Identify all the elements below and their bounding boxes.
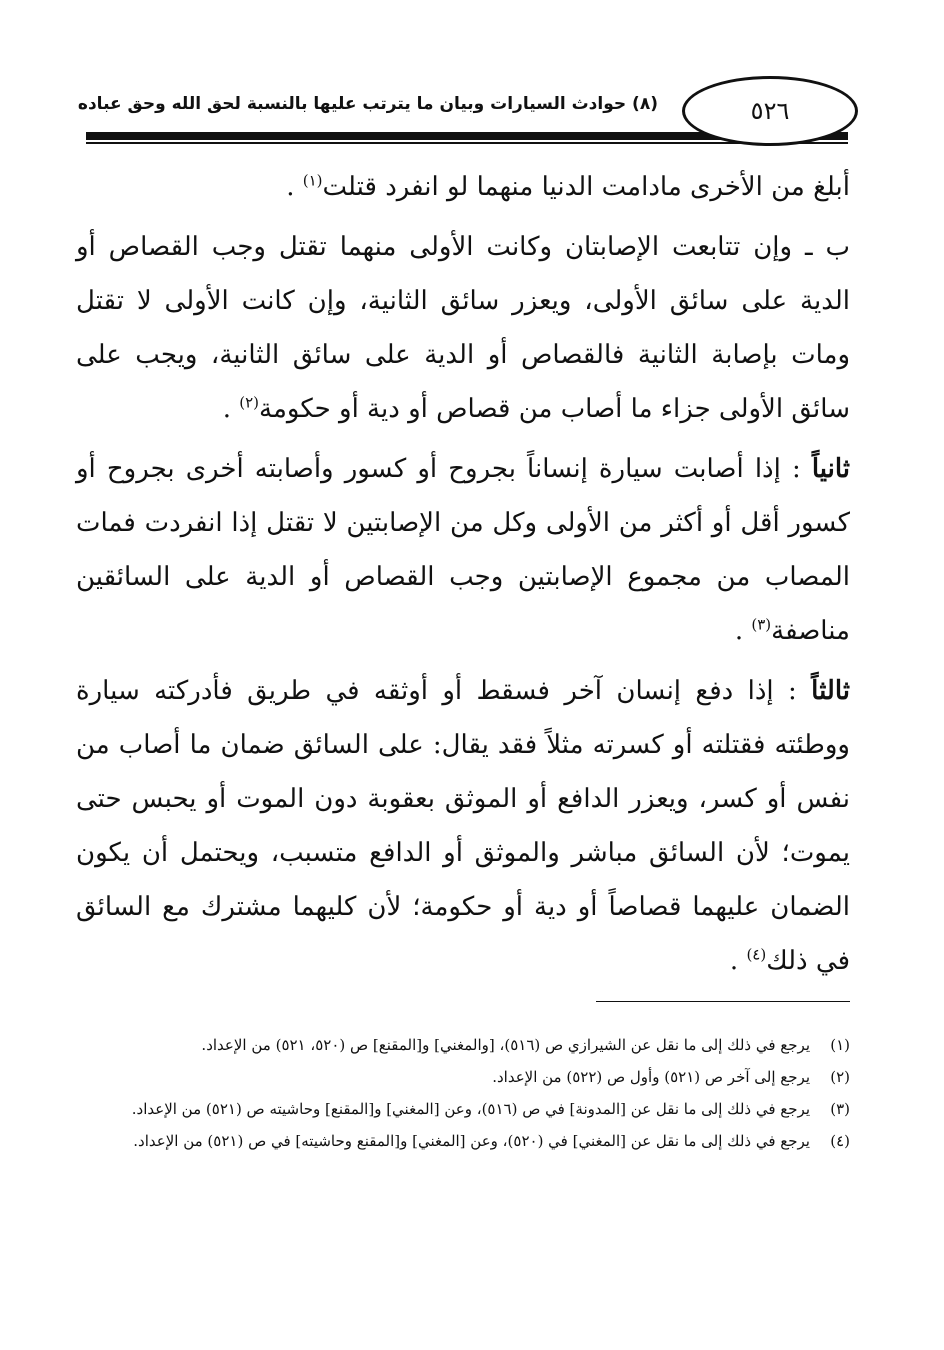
paragraph-text: ب ـ وإن تتابعت الإصابتان وكانت الأولى منهما تقتل وجب القصاص أو الدية على سائق الأولى، ويعزر سائق الثانية، وإن كانت الأولى لا تقتل ومات بإصابة الثانية فالقصاص أو الدية على سائق الثانية، ويجب على سائق الأولى جزاء ما أصاب من قصاص أو دية أو حكومة bbox=[76, 232, 850, 424]
footnote-text: يرجع في ذلك إلى ما نقل عن [المغني] في (٥٢٠)، وعن [المغني] و[المقنع وحاشيته] في ص (٥٢١) من الإعداد. bbox=[133, 1132, 810, 1150]
footnotes bbox=[70, 1030, 850, 1158]
page-number: ٥٢٦ bbox=[682, 76, 858, 146]
footnote-2 bbox=[70, 1062, 850, 1092]
footnote-ref[interactable]: (١) bbox=[302, 171, 323, 190]
paragraph-end: . bbox=[734, 616, 752, 646]
footnote-3 bbox=[70, 1094, 850, 1124]
page-header bbox=[70, 72, 858, 148]
paragraph-2 bbox=[76, 220, 850, 436]
footnote-ref[interactable]: (٢) bbox=[239, 393, 260, 412]
paragraph-text: : إذا دفع إنسان آخر فسقط أو أوثقه في طريق فأدركته سيارة ووطئته فقتلته أو كسرته مثلاً فقد يقال: على السائق ضمان ما أصاب من نفس أو كسر، ويعزر الدافع أو الموثق بعقوبة دون الموت أو يحبس حتى يموت؛ لأن السائق مباشر والموثق أو الدافع متسبب، ويحتمل أن يكون الضمان عليهما قصاصاً أو دية أو حكومة؛ لأن كليهما مشترك مع السائق في ذلك bbox=[76, 676, 850, 976]
paragraph-lead: ثالثاً bbox=[811, 676, 850, 706]
footnote-number: (٤) bbox=[830, 1132, 850, 1150]
footnote-ref[interactable]: (٣) bbox=[751, 615, 772, 634]
footnote-number: (٣) bbox=[830, 1100, 850, 1118]
footnote-1 bbox=[70, 1030, 850, 1060]
paragraph-4 bbox=[76, 664, 850, 988]
footnote-text: يرجع في ذلك إلى ما نقل عن الشيرازي ص (٥١٦)، [والمغني] و[المقنع] ص (٥٢٠، ٥٢١) من الإعداد. bbox=[201, 1036, 810, 1054]
paragraph-3 bbox=[76, 442, 850, 658]
paragraph-end: . bbox=[286, 172, 303, 202]
footnote-ref[interactable]: (٤) bbox=[746, 945, 767, 964]
footnote-text: يرجع في ذلك إلى ما نقل عن [المدونة] في ص (٥١٦)، وعن [المغني] و[المقنع] وحاشيته ص (٥٢١) من الإعداد. bbox=[131, 1100, 810, 1118]
paragraph-1 bbox=[76, 160, 850, 214]
footnote-number: (٢) bbox=[830, 1068, 850, 1086]
footnote-number: (١) bbox=[830, 1036, 850, 1054]
paragraph-end: . bbox=[729, 946, 747, 976]
footnote-text: يرجع إلى آخر ص (٥٢١) وأول ص (٥٢٢) من الإعداد. bbox=[492, 1068, 810, 1086]
paragraph-lead: ثانياً bbox=[811, 454, 850, 484]
paragraph-end: . bbox=[222, 394, 240, 424]
paragraph-text: أبلغ من الأخرى مادامت الدنيا منهما لو انفرد قتلت bbox=[322, 172, 850, 202]
paragraph-text: : إذا أصابت سيارة إنساناً بجروح أو كسور وأصابته أخرى بجروح أو كسور أقل أو أكثر من الأولى وكل من الإصابتين لا تقتل إذا انفردت فمات المصاب من مجموع الإصابتين وجب القصاص أو الدية على السائقين مناصفة bbox=[76, 454, 850, 646]
running-title: (٨) حوادث السيارات وبيان ما يترتب عليها بالنسبة لحق الله وحق عباده bbox=[77, 94, 658, 114]
main-text bbox=[76, 160, 850, 994]
footnote-4 bbox=[70, 1126, 850, 1156]
footnote-separator bbox=[596, 1001, 850, 1002]
